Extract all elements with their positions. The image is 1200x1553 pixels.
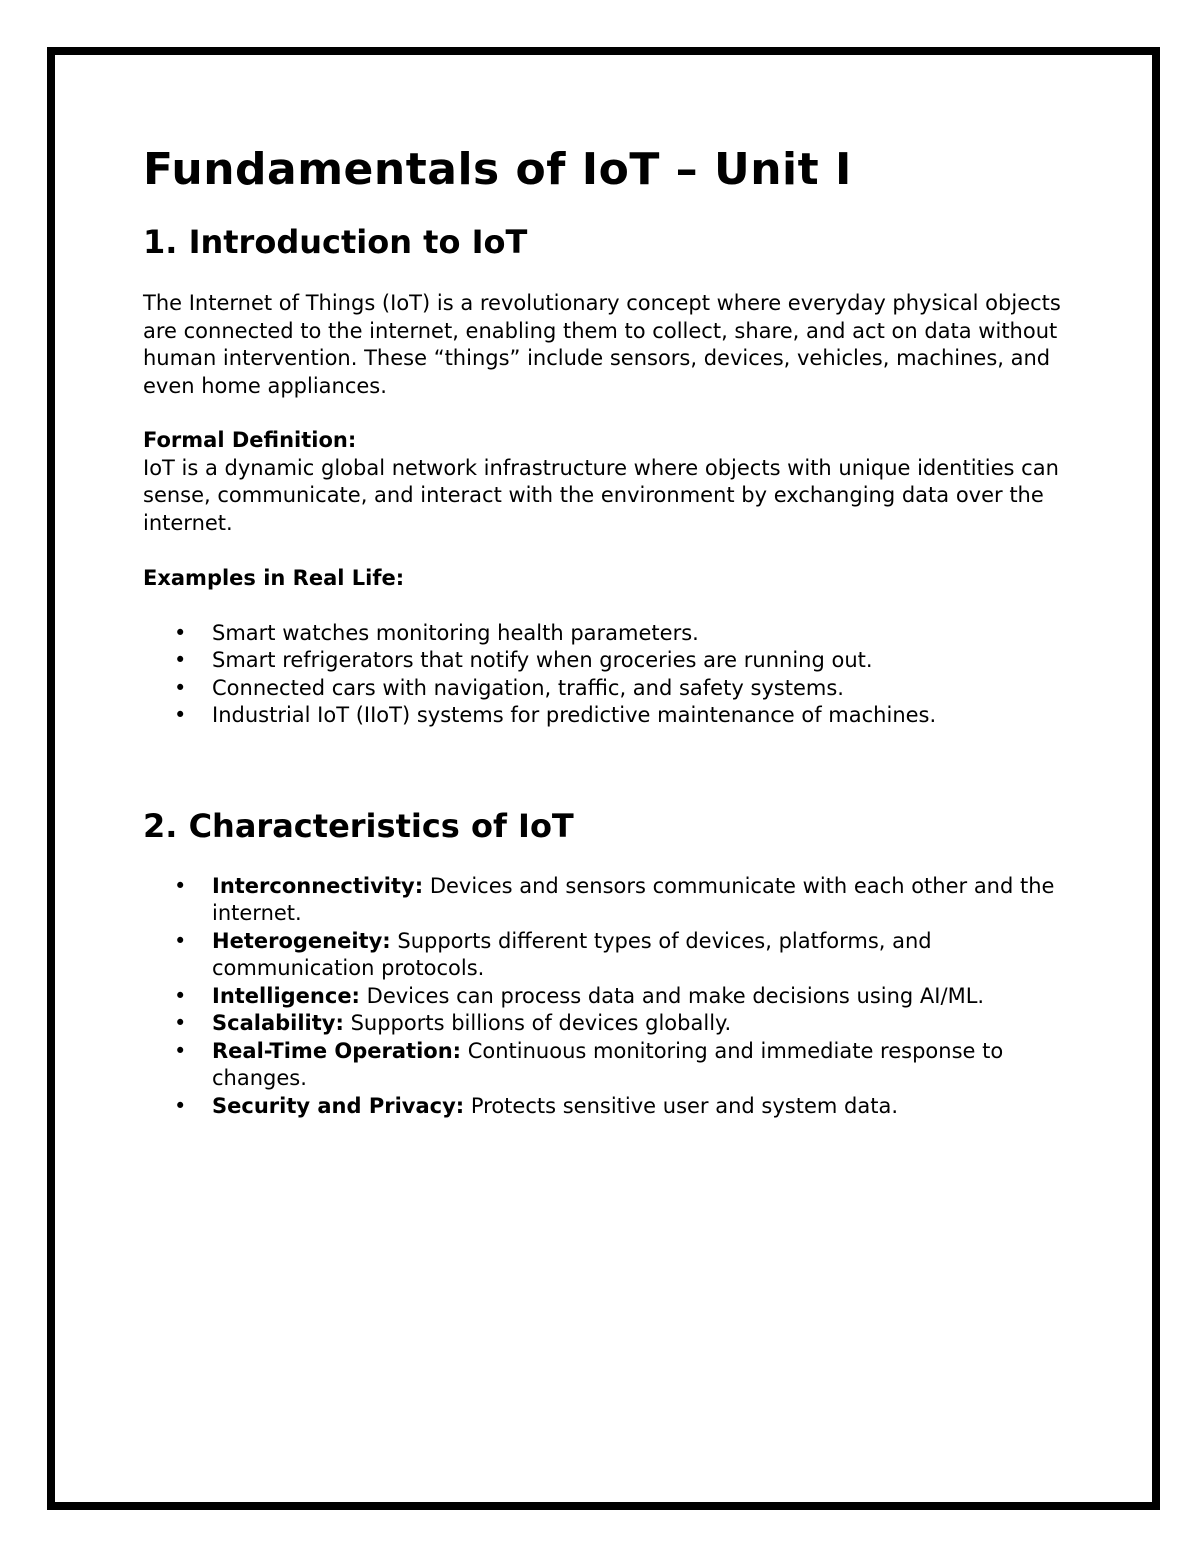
bullet-icon: • bbox=[174, 928, 187, 953]
example-text: Smart refrigerators that notify when groceries are running out. bbox=[212, 648, 873, 672]
list-item bbox=[143, 702, 1073, 730]
bullet-icon: • bbox=[174, 1011, 187, 1035]
list-item bbox=[143, 647, 1073, 675]
example-text: Industrial IoT (IIoT) systems for predictive maintenance of machines. bbox=[212, 703, 937, 727]
characteristic-term: Security and Privacy: bbox=[212, 1093, 465, 1118]
characteristic-desc: Devices and sensors communicate with each other and the internet. bbox=[212, 873, 1055, 925]
bullet-icon: • bbox=[174, 648, 187, 672]
document-title: Fundamentals of IoT – Unit I bbox=[143, 144, 852, 195]
section-heading-characteristics: 2. Characteristics of IoT bbox=[143, 806, 574, 845]
formal-definition-block bbox=[143, 427, 1073, 537]
characteristic-desc: Protects sensitive user and system data. bbox=[470, 1093, 898, 1118]
bullet-icon: • bbox=[174, 1038, 187, 1063]
document-content bbox=[143, 140, 1073, 1120]
characteristic-term: Interconnectivity: bbox=[212, 873, 424, 898]
characteristic-desc: Continuous monitoring and immediate response to changes. bbox=[212, 1038, 1004, 1090]
list-item bbox=[143, 983, 1073, 1011]
characteristic-desc: Devices can process data and make decisions using AI/ML. bbox=[366, 983, 985, 1008]
characteristics-list bbox=[143, 873, 1073, 1121]
list-item bbox=[143, 873, 1073, 928]
formal-definition-text: IoT is a dynamic global network infrastructure where objects with unique identities can sense, communicate, and interact with the environment by exchanging data over the internet. bbox=[143, 455, 1059, 535]
list-item bbox=[143, 620, 1073, 648]
bullet-icon: • bbox=[174, 620, 187, 645]
characteristic-term: Intelligence: bbox=[212, 983, 360, 1008]
examples-list bbox=[143, 620, 1073, 730]
section-heading-introduction: 1. Introduction to IoT bbox=[143, 223, 528, 261]
list-item bbox=[143, 675, 1073, 703]
bullet-icon: • bbox=[174, 873, 187, 898]
bullet-icon: • bbox=[174, 675, 187, 700]
characteristic-term: Real-Time Operation: bbox=[212, 1038, 462, 1063]
bullet-icon: • bbox=[174, 1093, 187, 1118]
bullet-icon: • bbox=[174, 703, 187, 727]
formal-definition-label: Formal Definition: bbox=[143, 428, 357, 452]
characteristic-term: Scalability: bbox=[212, 1011, 344, 1035]
list-item bbox=[143, 1093, 1073, 1121]
characteristic-desc: Supports different types of devices, platforms, and communication protocols. bbox=[212, 928, 932, 980]
list-item bbox=[143, 1038, 1073, 1093]
characteristic-term: Heterogeneity: bbox=[212, 928, 391, 953]
example-text: Connected cars with navigation, traffic, and safety systems. bbox=[212, 675, 844, 700]
bullet-icon: • bbox=[174, 983, 187, 1008]
list-item bbox=[143, 1010, 1073, 1038]
intro-paragraph: The Internet of Things (IoT) is a revolutionary concept where everyday physical objects are connected to the internet, enabling them to collect, share, and act on data without human intervention. These “things” include sensors, devices, vehicles, machines, and even home appliances. bbox=[143, 291, 1061, 398]
characteristic-desc: Supports billions of devices globally. bbox=[350, 1011, 732, 1035]
examples-label: Examples in Real Life: bbox=[143, 566, 405, 590]
example-text: Smart watches monitoring health parameters. bbox=[212, 620, 699, 645]
list-item bbox=[143, 928, 1073, 983]
